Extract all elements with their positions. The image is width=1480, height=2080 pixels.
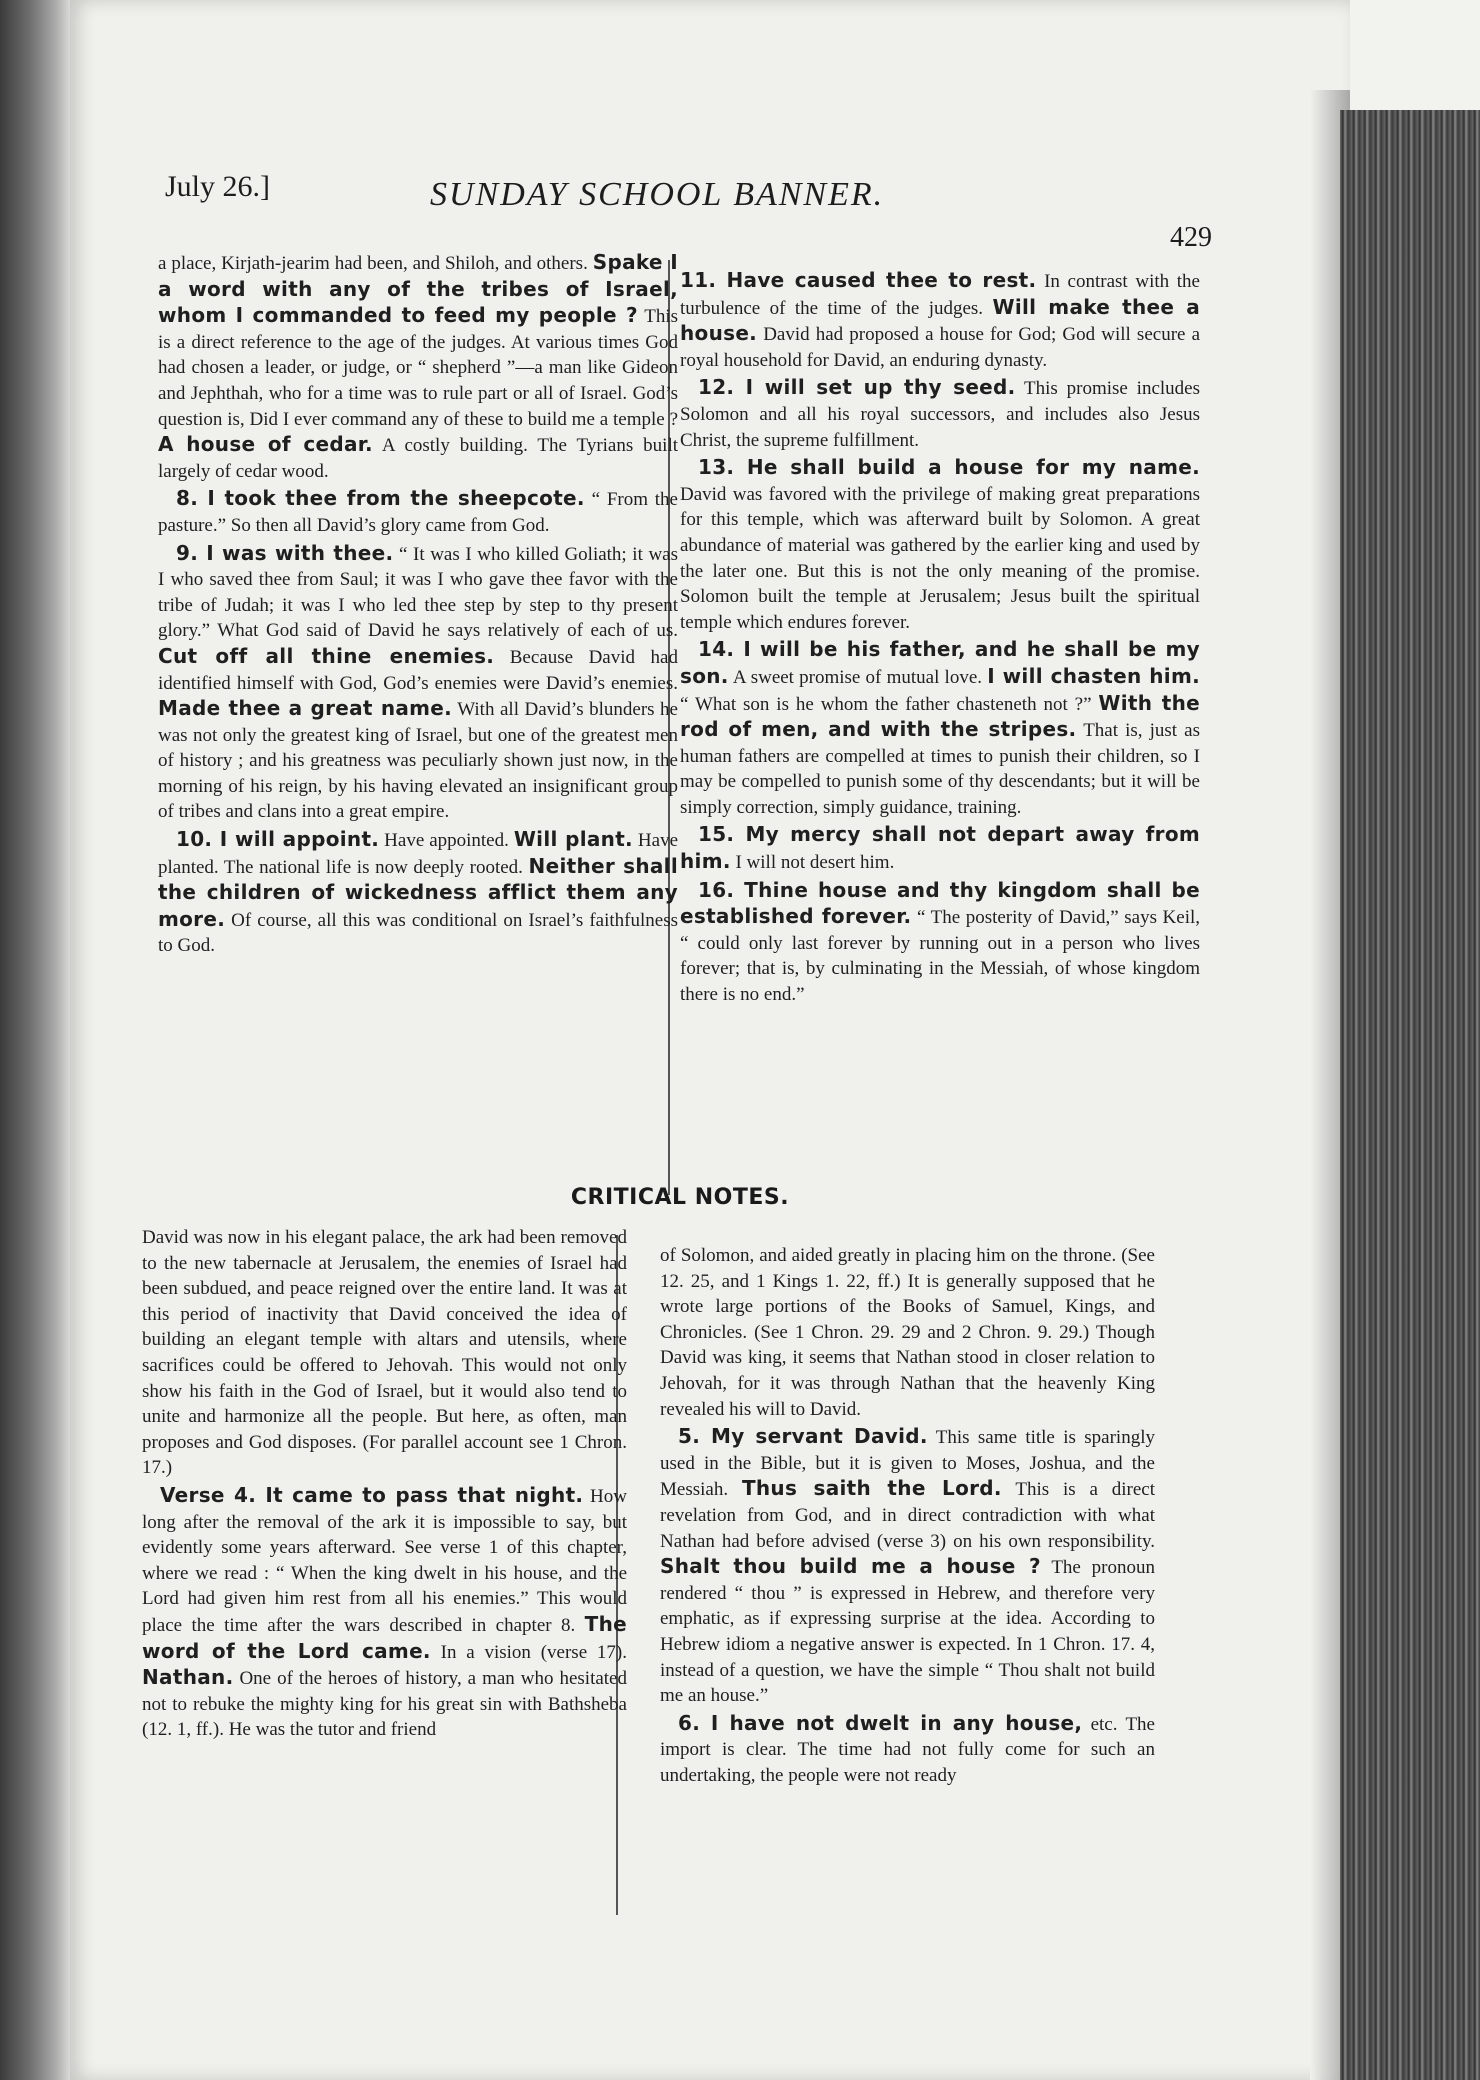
- body-text: With all David’s blunders he was not only the greatest king of Israel, but one of the greatest men of history ; and his greatness was peculiarly shown just now, in the morning of his reign, by his having elevated an insignificant group of tribes and clans into a great empire.: [158, 699, 678, 823]
- body-text: How long after the removal of the ark it is impossible to say, but evidently some years afterward. See verse 1 of this chapter, where we read : “ When the king dwelt in his house, and the Lord had given him rest from all his enemies.” This would place the time after the wars described in chapter 8.: [142, 1485, 627, 1636]
- paragraph: [660, 1424, 1155, 1709]
- body-text: a place, Kirjath-jearim had been, and Shiloh, and others.: [158, 253, 593, 274]
- bold-lemma: Shalt thou build me a house ?: [660, 1554, 1041, 1579]
- paragraph: [158, 486, 678, 538]
- body-text: “ It was I who killed Goliath; it was I who saved thee from Saul; it was I who gave thee favor with the tribe of Judah; it was I who led thee step by step to thy present glory.” What God said of David he says relatively of each of us.: [158, 543, 678, 642]
- paragraph: [680, 878, 1200, 1008]
- body-text: “ What son is he whom the father chasteneth not ?”: [680, 693, 1099, 715]
- body-text: A sweet promise of mutual love.: [728, 666, 988, 688]
- body-text: “ The posterity of David,” says Keil, “ could only last forever by running out in a person who lives forever; that is, by culminating in the Messiah, of whose kingdom there is no end.”: [680, 907, 1200, 1006]
- bold-lemma: Neither shall the children of wickedness afflict them any more.: [158, 853, 678, 931]
- bold-lemma: 9. I was with thee.: [176, 540, 394, 565]
- body-text: David had proposed a house for God; God will secure a royal household for David, an enduring dynasty.: [680, 324, 1200, 371]
- body-text: Have planted. The national life is now deeply rooted.: [158, 830, 678, 878]
- body-text: David was now in his elegant palace, the ark had been removed to the new tabernacle at Jerusalem, the enemies of Israel had been subdued, and peace reigned over the entire land. It was at this period of inactivity that David conceived the idea of building an elegant temple with altars and utensils, where sacrifices could be offered to Jehovah. This would not only show his faith in the God of Israel, but it would also tend to unite and harmonize all the people. But here, as often, man proposes and God disposes. (For parallel account see 1 Chron. 17.): [142, 1227, 627, 1479]
- notes-column-right: [660, 1243, 1155, 1790]
- paragraph: [680, 822, 1200, 875]
- bold-lemma: 5. My servant David.: [678, 1424, 928, 1449]
- page-number: 429: [1170, 222, 1212, 253]
- bold-lemma: Thus saith the Lord.: [741, 1476, 1002, 1501]
- notes-column-left: [142, 1225, 627, 1745]
- paragraph: [158, 827, 678, 959]
- bold-lemma: 11. Have caused thee to rest.: [680, 268, 1037, 292]
- bold-lemma: 12. I will set up thy seed.: [698, 375, 1016, 400]
- body-text: This promise includes Solomon and all his royal successors, and includes also Jesus Christ, the supreme fulfillment.: [680, 378, 1200, 451]
- bold-lemma: A house of cedar.: [158, 432, 373, 457]
- bold-lemma: The word of the Lord came.: [142, 1611, 627, 1663]
- paragraph: [158, 250, 678, 484]
- paragraph: [680, 375, 1200, 453]
- bold-lemma: Spake I a word with any of the tribes of Israel, whom I commanded to feed my people ?: [158, 250, 678, 328]
- body-text: etc. The import is clear. The time had not fully come for such an undertaking, the people were not ready: [660, 1713, 1155, 1786]
- paragraph: [142, 1225, 627, 1481]
- body-text: One of the heroes of history, a man who hesitated not to rebuke the mighty king for his great sin with Bathsheba (12. 1, ff.). He was the tutor and friend: [142, 1668, 627, 1741]
- commentary-column-left: [158, 250, 678, 961]
- body-text: A costly building. The Tyrians built largely of cedar wood.: [158, 435, 679, 482]
- body-text: This is a direct revelation from God, and in direct contradiction with what Nathan had before advised (verse 3) on his own responsibility.: [660, 1479, 1156, 1552]
- running-head-date: July 26.]: [165, 170, 270, 203]
- paragraph: [680, 455, 1200, 635]
- body-text: I will not desert him.: [730, 852, 895, 874]
- bold-lemma: Made thee a great name.: [158, 696, 453, 721]
- running-head-title: SUNDAY SCHOOL BANNER.: [430, 176, 885, 213]
- bold-lemma: 13. He shall build a house for my name.: [698, 455, 1200, 480]
- body-text: of Solomon, and aided greatly in placing him on the throne. (See 12. 25, and 1 Kings 1. 22, ff.) It is generally supposed that he wrote large portions of the Books of Samuel, Kings, and Chronicles. (See 1 Chron. 29. 29 and 2 Chron. 9. 29.) Though David was king, it seems that Nathan stood in closer relation to Jehovah, for it was through Nathan that the heavenly King revealed his will to David.: [660, 1245, 1155, 1420]
- body-text: This same title is sparingly used in the Bible, but it is given to Moses, Joshua, and the Messiah.: [660, 1427, 1155, 1501]
- bold-lemma: With the rod of men, and with the stripes.: [680, 690, 1200, 742]
- body-text: This is a direct reference to the age of the judges. At various times God had chosen a leader, or judge, or “ shepherd ”—a man like Gideon and Jephthah, who for a time was to rule part or all of Israel. God’s question is, Did I ever command any of these to build me a temple ?: [158, 306, 678, 430]
- bold-lemma: 10. I will appoint.: [176, 827, 380, 852]
- body-text: Have appointed.: [379, 830, 514, 852]
- paragraph: [158, 541, 678, 826]
- body-text: That is, just as human fathers are compelled at times to punish their children, so I may be compelled to punish some of thy descendants; but it will be simply correction, simply guidance, training.: [680, 720, 1200, 818]
- bold-lemma: Nathan.: [142, 1665, 234, 1690]
- body-text: Because David had identified himself with God, God’s enemies were David’s enemies.: [158, 646, 678, 694]
- bold-lemma: Will plant.: [513, 827, 633, 852]
- body-text: In a vision (verse 17).: [430, 1641, 627, 1663]
- body-text: Of course, all this was conditional on Israel’s faithfulness to God.: [158, 909, 678, 957]
- bold-lemma: Cut off all thine enemies.: [158, 643, 495, 668]
- bold-lemma: I will chasten him.: [987, 663, 1200, 688]
- paragraph: [680, 268, 1200, 373]
- bold-lemma: 6. I have not dwelt in any house,: [678, 1710, 1083, 1735]
- body-text: “ From the pasture.” So then all David’s glory came from God.: [158, 489, 678, 536]
- commentary-column-right: [680, 268, 1200, 1010]
- bold-lemma: Verse 4. It came to pass that night.: [160, 1482, 584, 1507]
- body-text: The pronoun rendered “ thou ” is expressed in Hebrew, and therefore very emphatic, as if expressing surprise at the idea. According to Hebrew idiom a negative answer is expected. In 1 Chron. 17. 4, instead of a question, we have the simple “ Thou shalt not build me an house.”: [660, 1557, 1155, 1707]
- bold-lemma: 15. My mercy shall not depart away from him.: [680, 822, 1200, 874]
- body-text: David was favored with the privilege of making great preparations for this temple, which was afterward built by Solomon. A great abundance of material was gathered by the earlier king and used by the later one. But this is not the only meaning of the promise. Solomon built the temple at Jerusalem; Jesus built the spiritual temple which endures forever.: [680, 483, 1200, 633]
- paragraph: [660, 1711, 1155, 1789]
- critical-notes-heading: CRITICAL NOTES.: [570, 1185, 790, 1210]
- bold-lemma: 14. I will be his father, and he shall be my son.: [680, 637, 1200, 688]
- paragraph: [680, 637, 1200, 820]
- bold-lemma: Will make thee a house.: [680, 294, 1201, 346]
- paragraph: [660, 1243, 1155, 1422]
- book-fore-edge: [1340, 110, 1480, 2080]
- bold-lemma: 16. Thine house and thy kingdom shall be established forever.: [680, 877, 1200, 929]
- paragraph: [142, 1483, 627, 1743]
- bold-lemma: 8. I took thee from the sheepcote.: [176, 486, 585, 511]
- body-text: In contrast with the turbulence of the time of the judges.: [680, 271, 1200, 319]
